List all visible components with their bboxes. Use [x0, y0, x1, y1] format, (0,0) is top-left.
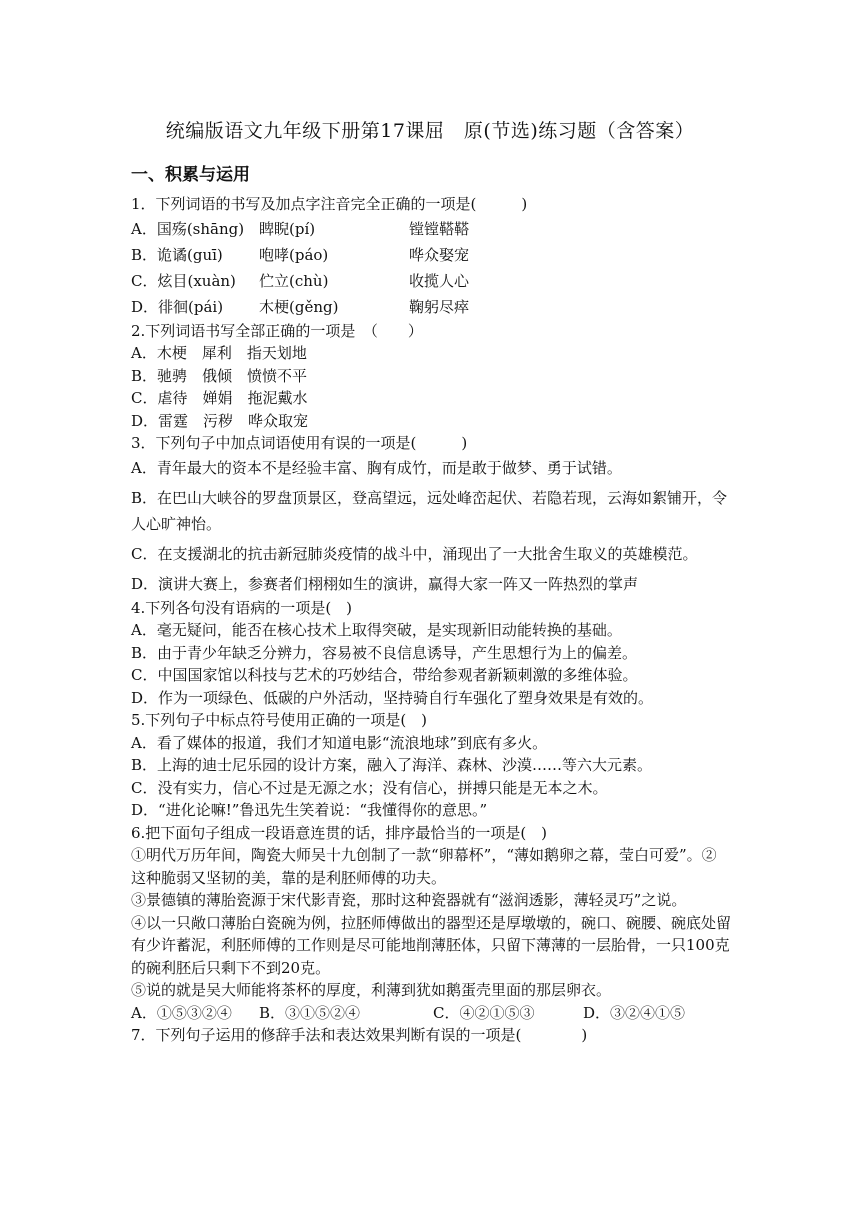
q6-paragraph-1: ①明代万历年间，陶瓷大师吴十九创制了一款“卵幕杯”，“薄如鹅卵之幕，莹白可爱”。②这种脆弱又坚韧的美，靠的是利胚师傅的功夫。 [131, 846, 717, 887]
question-6-stem: 6.把下面句子组成一段语意连贯的话，排序最恰当的一项是( ) [131, 823, 548, 842]
q4-option-d: D．作为一项绿色、低碳的户外活动，坚持骑自行车强化了塑身效果是有效的。 [131, 688, 654, 707]
section-heading: 一、积累与运用 [131, 165, 250, 185]
q5-option-b: B．上海的迪士尼乐园的设计方案，融入了海洋、森林、沙漠……等六大元素。 [131, 756, 653, 774]
q6-answer-c: C．④②①⑤③ [433, 1003, 535, 1022]
q3-option-a: A．青年最大的资本不是经验丰富、胸有成竹，而是敢于做梦、勇于试错。 [131, 458, 622, 477]
q1-a-3: 镗镗鞳鞳 [409, 219, 470, 238]
question-3-stem: 3．下列句子中加点词语使用有误的一项是( ) [131, 434, 468, 452]
q1-a-1: A．国殇(shāng) [131, 219, 245, 238]
q1-c-2: 伫立(chù) [259, 271, 329, 290]
question-2-stem: 2.下列词语书写全部正确的一项是 （ ） [131, 321, 423, 340]
q1-d-2: 木梗(gěng) [259, 297, 339, 316]
q1-d-1: D．徘徊(pái) [131, 297, 224, 316]
q6-answer-options [131, 1002, 731, 1025]
q3-option-b: B．在巴山大峡谷的罗盘顶景区，登高望远，远处峰峦起伏、若隐若现，云海如絮铺开，令人心旷神怡。 [131, 488, 728, 533]
q6-answer-a: A．①⑤③②④ [131, 1003, 232, 1022]
document-title: 统编版语文九年级下册第17课屈 原(节选)练习题（含答案） [165, 120, 695, 142]
question-1-options [131, 216, 731, 320]
q4-option-b: B．由于青少年缺乏分辨力，容易被不良信息诱导，产生思想行为上的偏差。 [131, 643, 638, 662]
question-1-stem: 1．下列词语的书写及加点字注音完全正确的一项是( ) [131, 195, 528, 213]
q1-c-1: C．炫目(xuàn) [131, 271, 236, 290]
q5-option-d: D．“进化论嘛!”鲁迅先生笑着说：“我懂得你的意思。” [131, 801, 488, 819]
q1-a-2: 睥睨(pí) [259, 219, 316, 238]
q6-paragraph-2: ③景德镇的薄胎瓷源于宋代影青瓷，那时这种瓷器就有“滋润透影，薄轻灵巧”之说。 [131, 891, 687, 909]
q1-d-3: 鞠躬尽瘁 [409, 297, 470, 316]
q6-answer-b: B．③①⑤②④ [259, 1003, 361, 1022]
q3-option-d: D．演讲大赛上，参赛者们栩栩如生的演讲，赢得大家一阵又一阵热烈的掌声 [131, 574, 639, 593]
question-5-stem: 5.下列句子中标点符号使用正确的一项是( ) [131, 711, 428, 729]
question-list [131, 193, 731, 1047]
q6-paragraph-3: ④以一只敞口薄胎白瓷碗为例，拉胚师傅做出的器型还是厚墩墩的，碗口、碗腰、碗底处留有少许蓄泥，利胚师傅的工作则是尽可能地削薄胚体，只留下薄薄的一层胎骨，一只100克的碗利胚后只剩下不到20克。 [131, 913, 732, 977]
q2-option-c: C．虐待 婵娟 拖泥戴水 [131, 389, 308, 407]
question-4-stem: 4.下列各句没有语病的一项是( ) [131, 598, 353, 617]
q1-b-3: 哗众娶宠 [409, 245, 470, 264]
q4-option-a: A．毫无疑问，能否在核心技术上取得突破，是实现新旧动能转换的基础。 [131, 621, 622, 639]
q5-option-c: C．没有实力，信心不过是无源之水；没有信心，拼搏只能是无本之木。 [131, 778, 608, 797]
q1-b-1: B．诡谲(guī) [131, 245, 223, 264]
q5-option-a: A．看了媒体的报道，我们才知道电影“流浪地球”到底有多火。 [131, 733, 548, 752]
q2-option-a: A．木梗 犀利 指天划地 [131, 344, 307, 362]
q2-option-d: D．雷霆 污秽 哗众取宠 [131, 411, 309, 430]
question-7-stem: 7．下列句子运用的修辞手法和表达效果判断有误的一项是( ) [131, 1026, 588, 1044]
q1-b-2: 咆哮(páo) [259, 245, 329, 264]
q6-paragraph-4: ⑤说的就是吴大师能将茶杯的厚度，利薄到犹如鹅蛋壳里面的那层卵衣。 [131, 981, 612, 999]
q6-answer-d: D．③②④①⑤ [583, 1003, 686, 1022]
q4-option-c: C．中国国家馆以科技与艺术的巧妙结合，带给参观者新颖刺激的多维体验。 [131, 666, 638, 684]
q3-option-c: C．在支援湖北的抗击新冠肺炎疫情的战斗中，涌现出了一大批舍生取义的英雄模范。 [131, 544, 698, 563]
q2-option-b: B．驰骋 俄倾 愤愤不平 [131, 366, 308, 385]
q1-c-3: 收揽人心 [409, 271, 470, 290]
